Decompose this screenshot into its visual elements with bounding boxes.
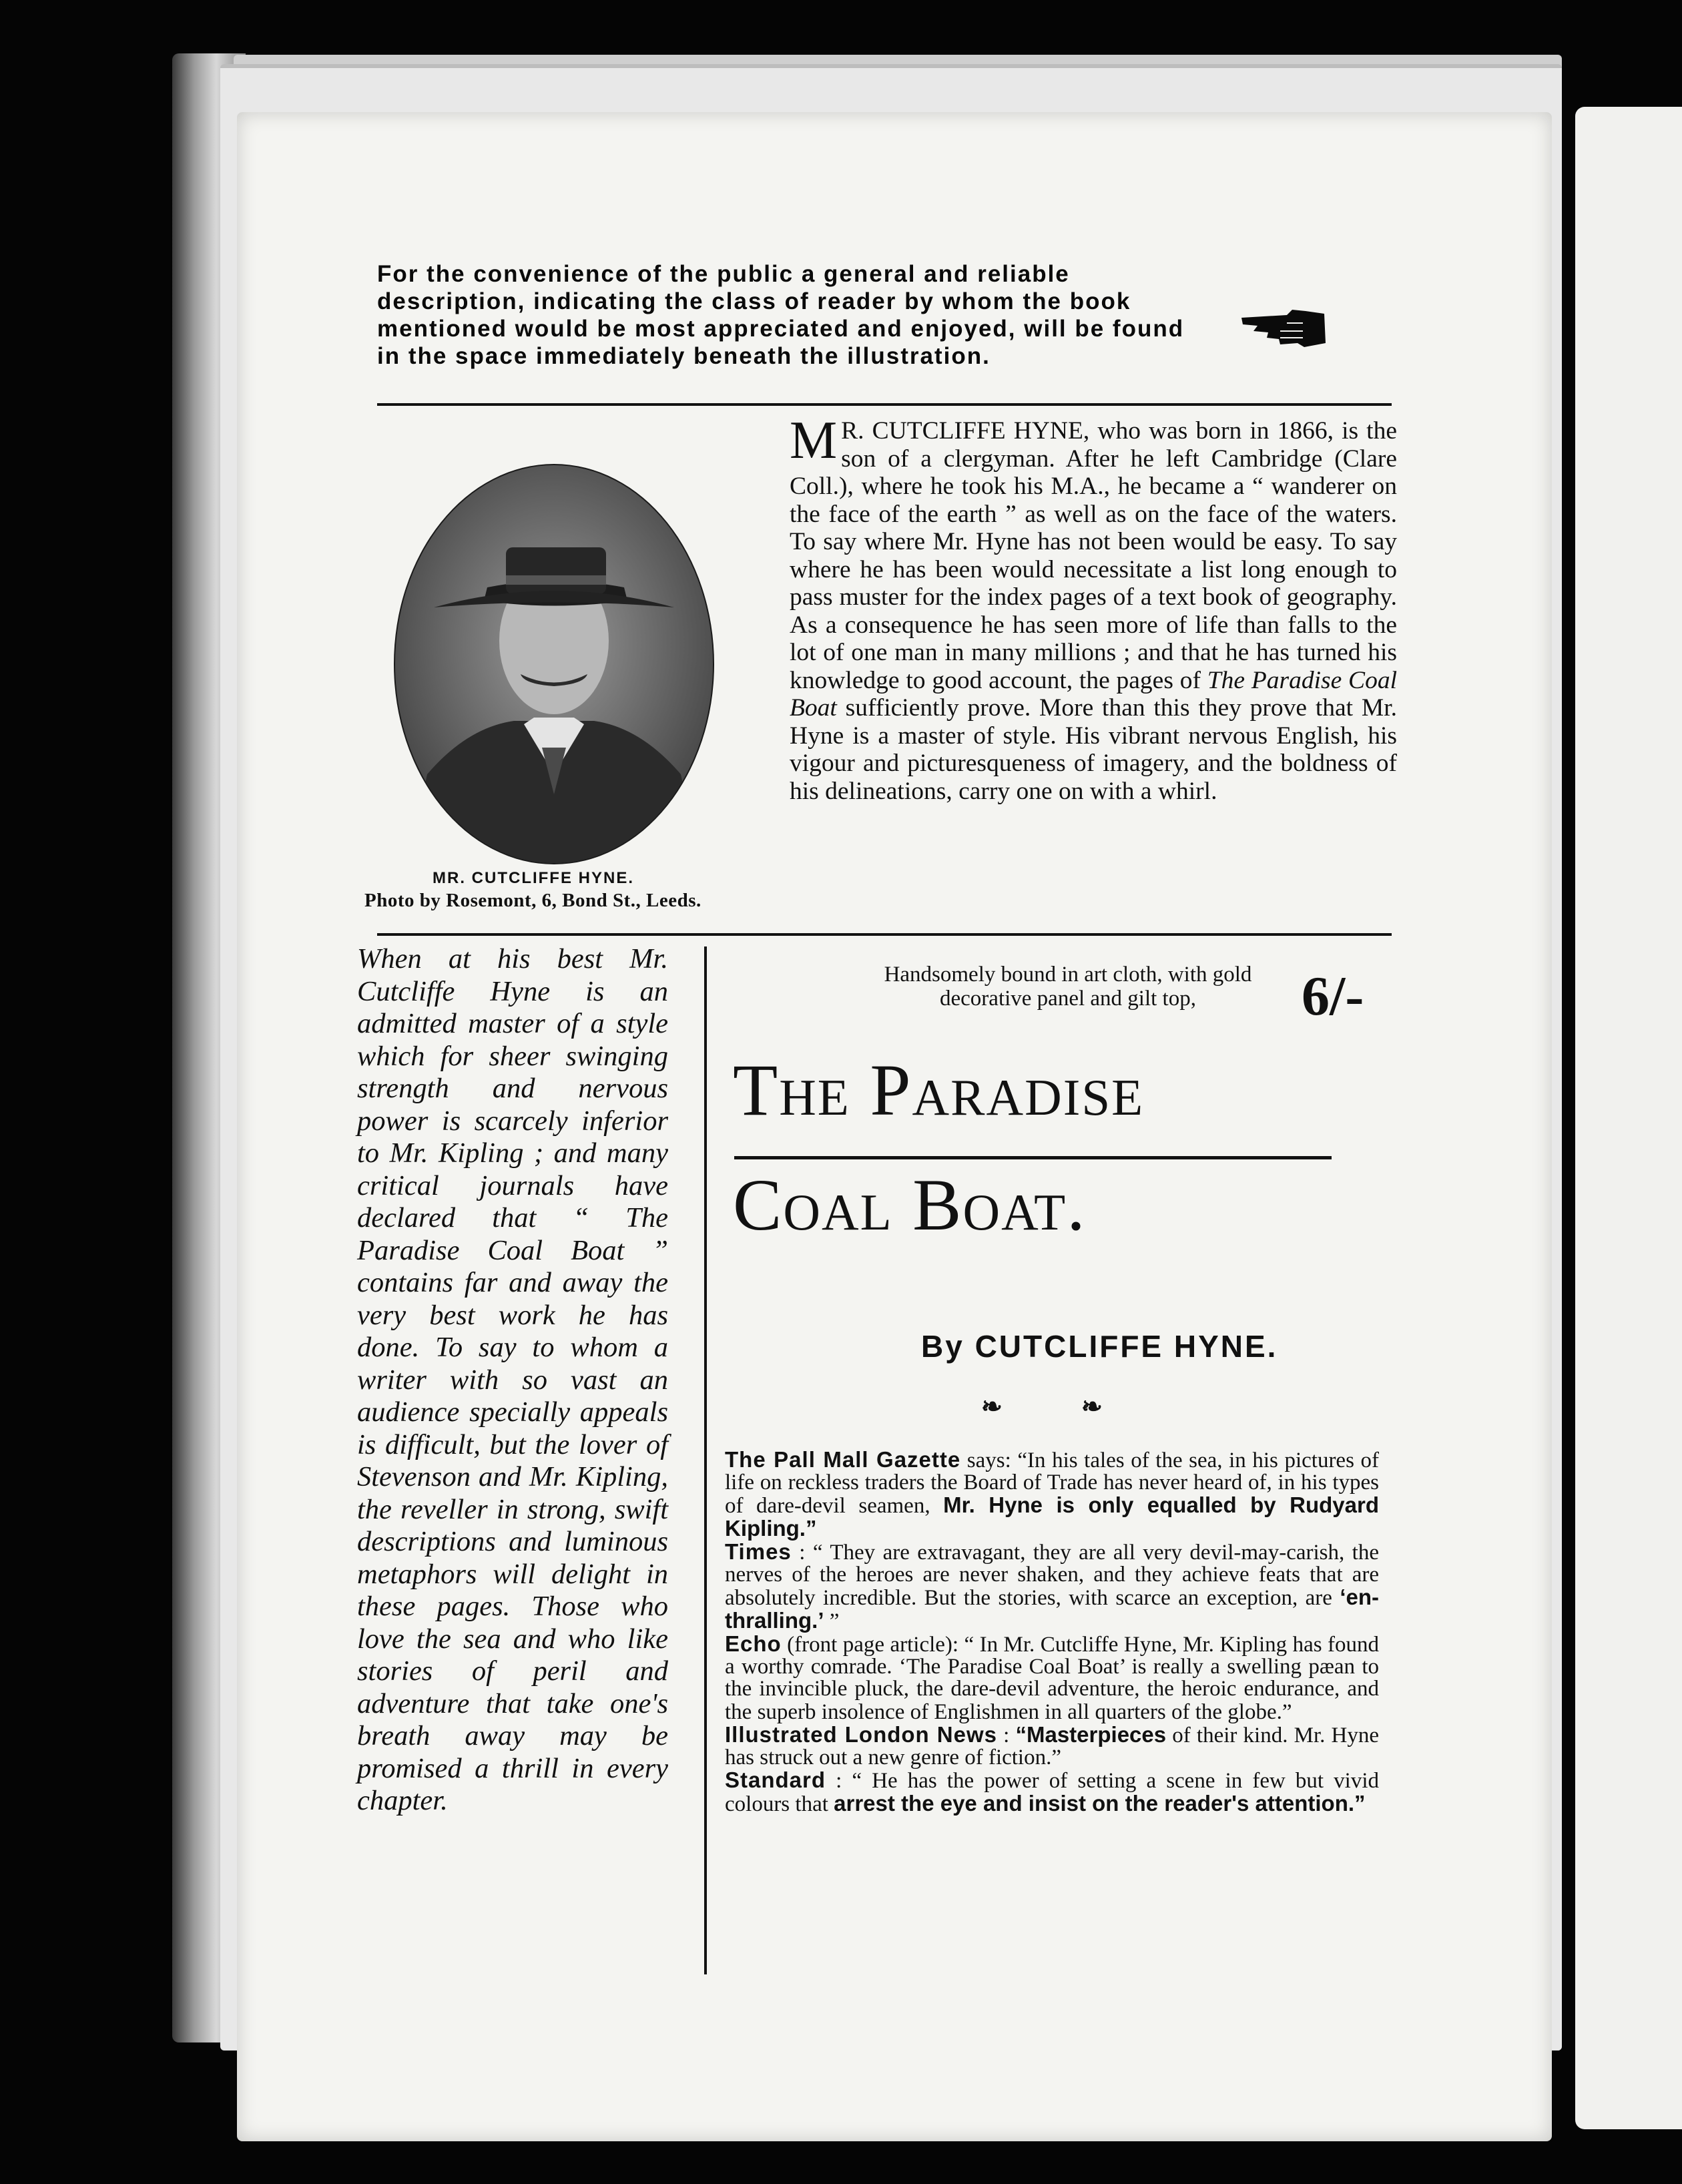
binding-note: Handsomely bound in art cloth, with gold decorative panel and gilt top, — [884, 963, 1252, 1011]
review-text: : “ He has the power of setting a scene in few but vivid colours that — [725, 1769, 1379, 1816]
review-source: Illustrated London News — [725, 1722, 997, 1747]
review-emphasis: ‘en-thralling.’ — [725, 1585, 1379, 1633]
review-text: (front page article): “ In Mr. Cutcliffe Hyne, Mr. Kipling has found a worthy comrade. ‘The Paradise Coal Boat’ is really a swelling pæan to the invincible pluck, the dare-devil adventure, the heroic endurance, and the superb insolence of Englishmen in all quarters of the globe.” — [725, 1633, 1379, 1724]
facing-page-edge — [1575, 107, 1682, 2129]
ornament-left: ❧ — [981, 1393, 1003, 1421]
review-emphasis: Mr. Hyne is only equalled by Rudyard Kipling.” — [725, 1492, 1379, 1541]
review-source: The Pall Mall Gazette — [725, 1447, 961, 1472]
press-reviews — [725, 1448, 1379, 1816]
review-echo — [725, 1633, 1379, 1723]
review-text: : — [997, 1723, 1016, 1747]
review-source: Times — [725, 1539, 792, 1564]
review-pall-mall — [725, 1448, 1379, 1541]
review-source: Standard — [725, 1767, 826, 1792]
book-byline: By CUTCLIFFE HYNE. — [921, 1329, 1278, 1364]
column-divider — [704, 946, 707, 1974]
pointing-hand-icon — [1240, 308, 1327, 348]
middle-divider — [377, 933, 1392, 936]
book-title-line2: Coal Boat. — [733, 1164, 1087, 1246]
bio-dropcap: M — [790, 411, 838, 470]
reader-description: When at his best Mr. Cutcliffe Hyne is an admitted master of a style which for sheer swinging strength and nervous power is scarcely inferior to Mr. Kipling ; and many critical journals have declared that “ The Paradise Coal Boat ” contains far and away the very best work he has done. To say to whom a writer with so vast an audience specially appeals is difficult, but the lover of Stevenson and Mr. Kipling, the reveller in strong, swift descriptions and luminous metaphors will delight in these pages. Those who love the sea and who like stories of peril and adventure that take one's breath away may be promised a thrill in every chapter. — [357, 943, 668, 1816]
review-text: says: “In his tales of the sea, in his pictures of life on reckless traders the Board of Trade has never heard of, in his types of dare-devil seamen, — [725, 1448, 1379, 1518]
ornament-right: ❧ — [1081, 1393, 1103, 1421]
review-standard — [725, 1769, 1379, 1816]
review-emphasis: “Masterpieces — [1015, 1722, 1167, 1747]
author-portrait — [387, 461, 721, 868]
author-biography — [790, 411, 1397, 805]
top-divider — [377, 403, 1392, 406]
bio-author-name: R. CUTCLIFFE HYNE, — [841, 417, 1090, 445]
review-illustrated-london-news — [725, 1723, 1379, 1769]
review-tail: ” — [824, 1609, 840, 1633]
review-text: : “ They are extravagant, they are all very devil-may-carish, the nerves of the heroes are never shaken, and they achieve feats that are absolutely incredible. But the stories, with scarce an exception, are — [725, 1541, 1379, 1610]
bio-text-part2: sufficiently prove. More than this they prove that Mr. Hyne is a master of style. His vibrant nervous English, his vigour and picturesqueness of imagery, and the boldness of his delineations, carry one on with a whirl. — [790, 694, 1397, 805]
book-title-line1: The Paradise — [733, 1049, 1145, 1131]
book-price: 6/- — [1302, 965, 1364, 1027]
bio-text-part1: who was born in 1866, is the son of a clergyman. After he left Cambridge (Clare Coll.), where he took his M.A., he became a “ wanderer on the face of the earth ” as well as on the face of the waters. To say where Mr. Hyne has not been would be easy. To say where he has been would necessitate a list long enough to pass muster for the index pages of a text book of geography. As a consequence he has seen more of life than falls to the lot of one man in many millions ; and that he has turned his knowledge to good account, the pages of — [790, 417, 1397, 694]
reader-notice: For the convenience of the public a general and reliable description, indicating the class of reader by whom the book mentioned would be most appreciated and enjoyed, will be found in the space immediately beneath the illustration. — [377, 261, 1185, 369]
review-source: Echo — [725, 1631, 782, 1656]
review-emphasis: arrest the eye and insist on the reader's attention.” — [834, 1791, 1366, 1816]
bio-book-title: The Paradise Coal Boat — [790, 666, 1397, 722]
review-tail: of their kind. Mr. Hyne has struck out a new genre of fiction.” — [725, 1723, 1379, 1769]
title-underline — [734, 1156, 1332, 1159]
portrait-caption-name: MR. CUTCLIFFE HYNE. — [433, 869, 634, 887]
review-times — [725, 1541, 1379, 1633]
portrait-caption-credit: Photo by Rosemont, 6, Bond St., Leeds. — [364, 890, 702, 911]
